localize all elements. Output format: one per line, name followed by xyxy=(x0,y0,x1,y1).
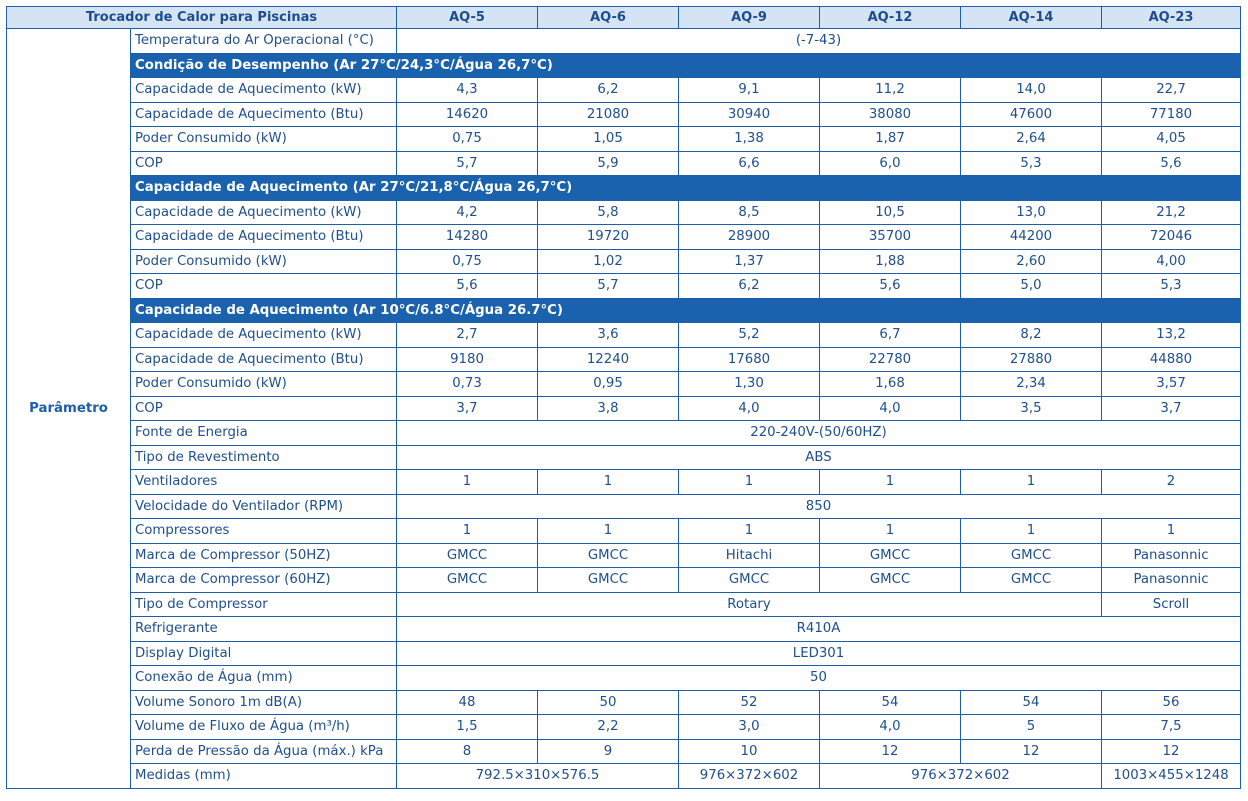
table-cell: 5,6 xyxy=(397,274,538,299)
table-cell: LED301 xyxy=(397,641,1241,666)
table-cell: 1,88 xyxy=(820,249,961,274)
table-cell: GMCC xyxy=(820,568,961,593)
table-cell: 50 xyxy=(397,666,1241,691)
table-cell: 3,5 xyxy=(961,396,1102,421)
row-label: Poder Consumido (kW) xyxy=(131,372,397,397)
header-model: AQ-12 xyxy=(820,7,961,29)
table-cell: 9180 xyxy=(397,347,538,372)
table-cell: 3,7 xyxy=(397,396,538,421)
table-cell: GMCC xyxy=(538,568,679,593)
table-row xyxy=(7,29,1241,54)
table-cell: 12 xyxy=(961,739,1102,764)
table-cell: 21080 xyxy=(538,102,679,127)
table-cell: 50 xyxy=(538,690,679,715)
table-cell: 8 xyxy=(397,739,538,764)
table-cell: Scroll xyxy=(1102,592,1241,617)
row-label: Refrigerante xyxy=(131,617,397,642)
section-header-row xyxy=(7,53,1241,78)
row-label: Volume de Fluxo de Água (m³/h) xyxy=(131,715,397,740)
row-label: Display Digital xyxy=(131,641,397,666)
table-cell: Panasonnic xyxy=(1102,568,1241,593)
table-cell: 35700 xyxy=(820,225,961,250)
row-label: COP xyxy=(131,151,397,176)
table-cell: 792.5×310×576.5 xyxy=(397,764,679,789)
row-label: Conexão de Água (mm) xyxy=(131,666,397,691)
table-cell: 6,0 xyxy=(820,151,961,176)
table-cell: 22,7 xyxy=(1102,78,1241,103)
row-label: Capacidade de Aquecimento (Btu) xyxy=(131,347,397,372)
table-cell: GMCC xyxy=(538,543,679,568)
table-row xyxy=(7,323,1241,348)
spec-table xyxy=(6,6,1241,789)
table-cell: 5,3 xyxy=(1102,274,1241,299)
header-model: AQ-6 xyxy=(538,7,679,29)
table-cell: 5,0 xyxy=(961,274,1102,299)
table-row xyxy=(7,127,1241,152)
row-label: Capacidade de Aquecimento (Btu) xyxy=(131,102,397,127)
table-cell: 38080 xyxy=(820,102,961,127)
table-cell: 3,8 xyxy=(538,396,679,421)
table-cell: 12 xyxy=(1102,739,1241,764)
table-cell: 1 xyxy=(538,470,679,495)
header-title: Trocador de Calor para Piscinas xyxy=(7,7,397,29)
table-cell: 2,7 xyxy=(397,323,538,348)
table-cell: 13,2 xyxy=(1102,323,1241,348)
table-cell: GMCC xyxy=(679,568,820,593)
table-cell: 0,95 xyxy=(538,372,679,397)
table-row xyxy=(7,690,1241,715)
table-cell: 220-240V-(50/60HZ) xyxy=(397,421,1241,446)
row-label: Capacidade de Aquecimento (Btu) xyxy=(131,225,397,250)
table-row xyxy=(7,200,1241,225)
table-row xyxy=(7,372,1241,397)
row-label: Fonte de Energia xyxy=(131,421,397,446)
table-row xyxy=(7,151,1241,176)
table-cell: 1 xyxy=(961,519,1102,544)
table-row xyxy=(7,421,1241,446)
table-row xyxy=(7,102,1241,127)
table-row xyxy=(7,347,1241,372)
table-cell: 4,3 xyxy=(397,78,538,103)
table-row xyxy=(7,641,1241,666)
table-cell: 22780 xyxy=(820,347,961,372)
table-cell: Rotary xyxy=(397,592,1102,617)
table-cell: 6,7 xyxy=(820,323,961,348)
section-header-row xyxy=(7,176,1241,201)
table-cell: 54 xyxy=(961,690,1102,715)
row-label: Ventiladores xyxy=(131,470,397,495)
table-cell: 27880 xyxy=(961,347,1102,372)
row-label: Compressores xyxy=(131,519,397,544)
table-cell: 3,0 xyxy=(679,715,820,740)
table-cell: 1 xyxy=(820,519,961,544)
table-cell: 11,2 xyxy=(820,78,961,103)
table-cell: 10,5 xyxy=(820,200,961,225)
table-cell: 17680 xyxy=(679,347,820,372)
table-cell: 4,00 xyxy=(1102,249,1241,274)
table-cell: 9,1 xyxy=(679,78,820,103)
table-cell: 850 xyxy=(397,494,1241,519)
table-cell: 2 xyxy=(1102,470,1241,495)
table-cell: 4,05 xyxy=(1102,127,1241,152)
table-cell: 5,7 xyxy=(538,274,679,299)
row-label: Capacidade de Aquecimento (kW) xyxy=(131,78,397,103)
table-cell: 2,2 xyxy=(538,715,679,740)
table-row xyxy=(7,666,1241,691)
header-model: AQ-9 xyxy=(679,7,820,29)
table-row xyxy=(7,519,1241,544)
table-cell: 1,68 xyxy=(820,372,961,397)
table-row xyxy=(7,739,1241,764)
table-cell: (-7-43) xyxy=(397,29,1241,54)
table-cell: 976×372×602 xyxy=(679,764,820,789)
table-cell: 7,5 xyxy=(1102,715,1241,740)
row-label: Perda de Pressão da Água (máx.) kPa xyxy=(131,739,397,764)
table-cell: 1,02 xyxy=(538,249,679,274)
table-cell: 1 xyxy=(820,470,961,495)
table-cell: 1 xyxy=(397,519,538,544)
table-cell: 4,0 xyxy=(820,715,961,740)
table-cell: 0,75 xyxy=(397,249,538,274)
row-label: Capacidade de Aquecimento (kW) xyxy=(131,323,397,348)
table-cell: GMCC xyxy=(820,543,961,568)
table-cell: 3,7 xyxy=(1102,396,1241,421)
table-cell: 1 xyxy=(397,470,538,495)
table-cell: 14620 xyxy=(397,102,538,127)
table-cell: 5,9 xyxy=(538,151,679,176)
row-label: COP xyxy=(131,274,397,299)
table-cell: 21,2 xyxy=(1102,200,1241,225)
parameter-label: Parâmetro xyxy=(7,29,131,789)
table-cell: 48 xyxy=(397,690,538,715)
section-header-row xyxy=(7,298,1241,323)
table-cell: 6,6 xyxy=(679,151,820,176)
table-row xyxy=(7,396,1241,421)
row-label: Poder Consumido (kW) xyxy=(131,249,397,274)
header-model: AQ-23 xyxy=(1102,7,1241,29)
table-cell: 0,75 xyxy=(397,127,538,152)
table-cell: 1 xyxy=(679,519,820,544)
table-cell: 13,0 xyxy=(961,200,1102,225)
table-cell: 1 xyxy=(679,470,820,495)
table-cell: 72046 xyxy=(1102,225,1241,250)
table-row xyxy=(7,592,1241,617)
table-cell: 56 xyxy=(1102,690,1241,715)
section-header: Capacidade de Aquecimento (Ar 27°C/21,8°C/Água 26,7°C) xyxy=(131,176,1241,201)
table-cell: 2,34 xyxy=(961,372,1102,397)
table-cell: 4,0 xyxy=(679,396,820,421)
table-row xyxy=(7,274,1241,299)
table-row xyxy=(7,764,1241,789)
table-cell: 5,7 xyxy=(397,151,538,176)
table-cell: 14,0 xyxy=(961,78,1102,103)
table-cell: GMCC xyxy=(397,568,538,593)
table-cell: 0,73 xyxy=(397,372,538,397)
section-header: Condição de Desempenho (Ar 27°C/24,3°C/Água 26,7°C) xyxy=(131,53,1241,78)
table-cell: 1,5 xyxy=(397,715,538,740)
table-cell: 10 xyxy=(679,739,820,764)
table-cell: 30940 xyxy=(679,102,820,127)
table-cell: Hitachi xyxy=(679,543,820,568)
table-row xyxy=(7,543,1241,568)
table-cell: 1,38 xyxy=(679,127,820,152)
table-cell: 77180 xyxy=(1102,102,1241,127)
table-cell: 2,64 xyxy=(961,127,1102,152)
header-model: AQ-14 xyxy=(961,7,1102,29)
table-cell: 5,8 xyxy=(538,200,679,225)
table-cell: GMCC xyxy=(397,543,538,568)
table-cell: ABS xyxy=(397,445,1241,470)
row-label: Poder Consumido (kW) xyxy=(131,127,397,152)
spec-table-wrapper xyxy=(6,6,1240,789)
table-cell: Panasonnic xyxy=(1102,543,1241,568)
table-body xyxy=(7,29,1241,789)
header-row xyxy=(7,7,1241,29)
table-row xyxy=(7,445,1241,470)
table-row xyxy=(7,470,1241,495)
row-label: Marca de Compressor (60HZ) xyxy=(131,568,397,593)
table-cell: 1 xyxy=(1102,519,1241,544)
row-label: Tipo de Compressor xyxy=(131,592,397,617)
table-cell: 4,0 xyxy=(820,396,961,421)
table-cell: 1,37 xyxy=(679,249,820,274)
table-cell: 1,05 xyxy=(538,127,679,152)
table-cell: GMCC xyxy=(961,568,1102,593)
table-cell: 12240 xyxy=(538,347,679,372)
table-cell: 5,6 xyxy=(820,274,961,299)
row-label: Volume Sonoro 1m dB(A) xyxy=(131,690,397,715)
table-cell: 1 xyxy=(961,470,1102,495)
header-model: AQ-5 xyxy=(397,7,538,29)
table-cell: 3,6 xyxy=(538,323,679,348)
row-label: Tipo de Revestimento xyxy=(131,445,397,470)
table-cell: 3,57 xyxy=(1102,372,1241,397)
table-cell: 6,2 xyxy=(679,274,820,299)
row-label: Capacidade de Aquecimento (kW) xyxy=(131,200,397,225)
row-label: Marca de Compressor (50HZ) xyxy=(131,543,397,568)
table-cell: 5,2 xyxy=(679,323,820,348)
table-cell: GMCC xyxy=(961,543,1102,568)
table-cell: 54 xyxy=(820,690,961,715)
table-cell: 1003×455×1248 xyxy=(1102,764,1241,789)
row-label: Velocidade do Ventilador (RPM) xyxy=(131,494,397,519)
table-cell: 976×372×602 xyxy=(820,764,1102,789)
table-row xyxy=(7,78,1241,103)
table-cell: 5,3 xyxy=(961,151,1102,176)
table-row xyxy=(7,568,1241,593)
table-cell: 6,2 xyxy=(538,78,679,103)
table-cell: 1,30 xyxy=(679,372,820,397)
table-row xyxy=(7,249,1241,274)
table-cell: 4,2 xyxy=(397,200,538,225)
table-cell: 14280 xyxy=(397,225,538,250)
table-row xyxy=(7,494,1241,519)
table-cell: 19720 xyxy=(538,225,679,250)
row-label: Temperatura do Ar Operacional (°C) xyxy=(131,29,397,54)
table-cell: 5,6 xyxy=(1102,151,1241,176)
table-row xyxy=(7,617,1241,642)
table-cell: 44880 xyxy=(1102,347,1241,372)
table-cell: 1,87 xyxy=(820,127,961,152)
table-cell: R410A xyxy=(397,617,1241,642)
table-cell: 5 xyxy=(961,715,1102,740)
table-cell: 9 xyxy=(538,739,679,764)
table-cell: 8,5 xyxy=(679,200,820,225)
table-cell: 2,60 xyxy=(961,249,1102,274)
table-cell: 1 xyxy=(538,519,679,544)
table-cell: 8,2 xyxy=(961,323,1102,348)
row-label: COP xyxy=(131,396,397,421)
row-label: Medidas (mm) xyxy=(131,764,397,789)
table-cell: 52 xyxy=(679,690,820,715)
section-header: Capacidade de Aquecimento (Ar 10°C/6.8°C/Água 26.7°C) xyxy=(131,298,1241,323)
table-cell: 44200 xyxy=(961,225,1102,250)
table-cell: 28900 xyxy=(679,225,820,250)
table-row xyxy=(7,715,1241,740)
table-row xyxy=(7,225,1241,250)
table-cell: 12 xyxy=(820,739,961,764)
table-cell: 47600 xyxy=(961,102,1102,127)
